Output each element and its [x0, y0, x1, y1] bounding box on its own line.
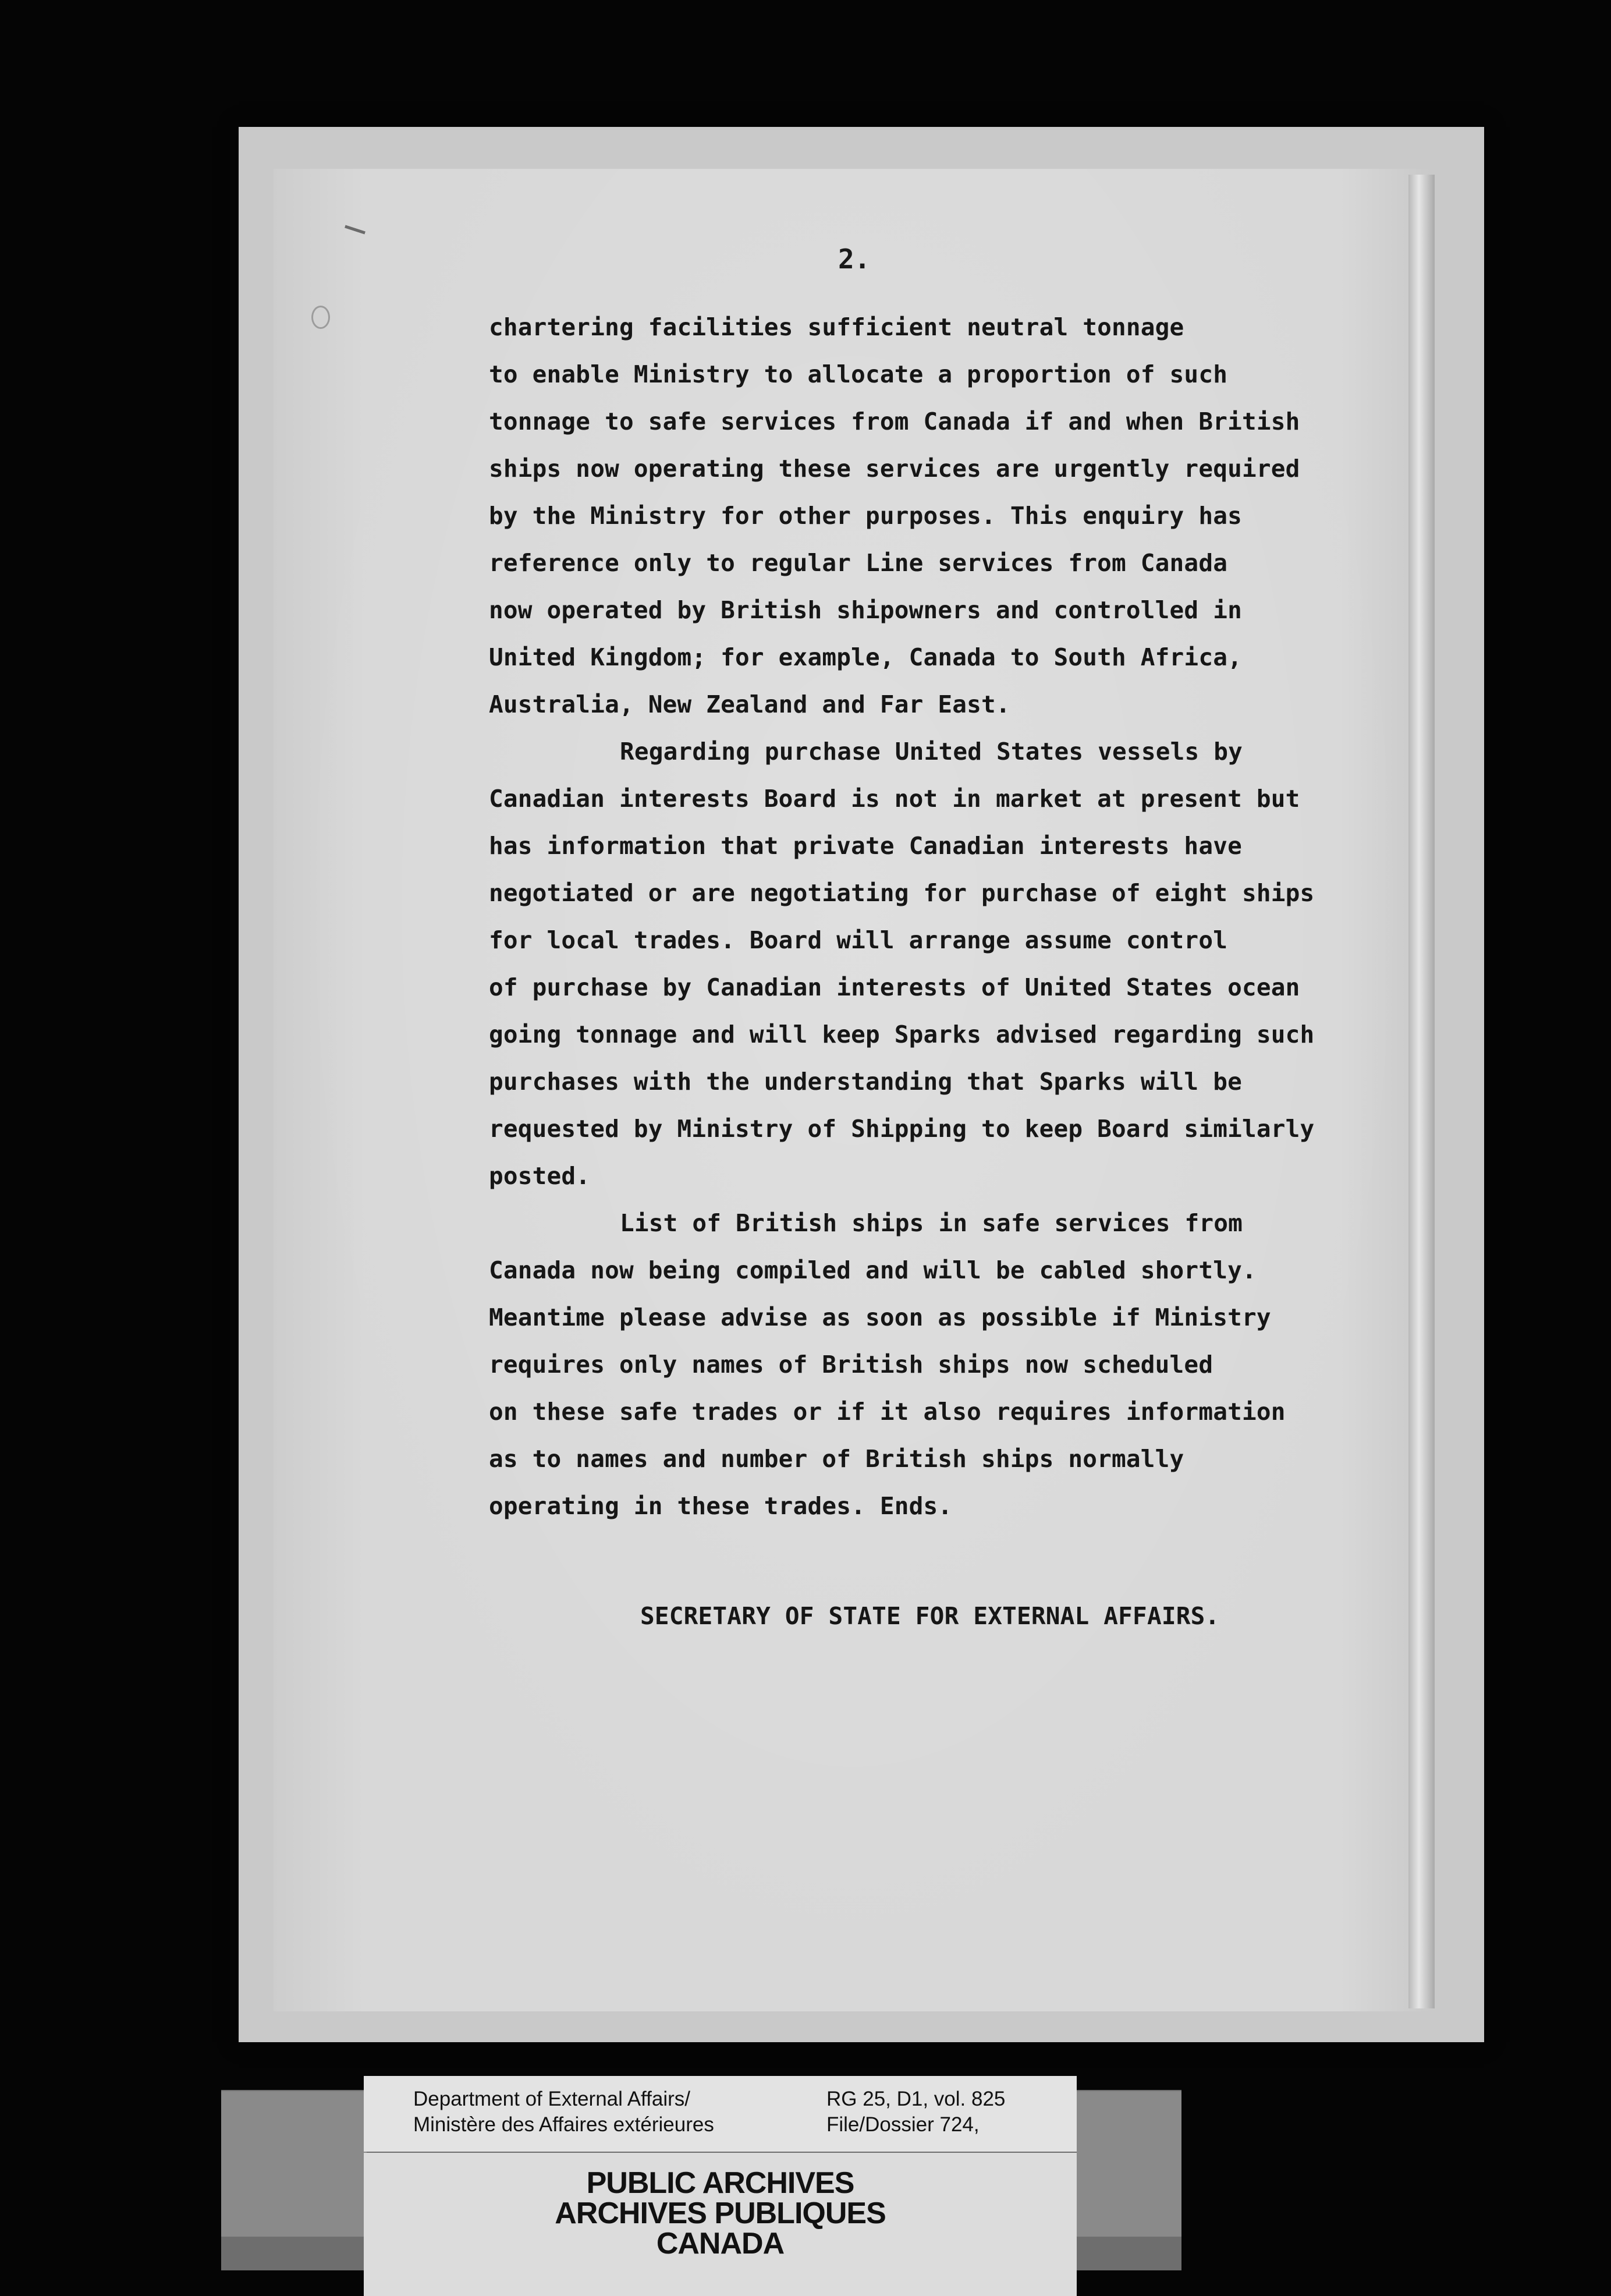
punch-hole-mark	[311, 306, 330, 329]
text-line: as to names and number of British ships normally	[489, 1445, 1184, 1473]
text-line: reference only to regular Line services from Canada	[489, 549, 1228, 577]
department-block	[413, 2086, 714, 2138]
text-line: Canadian interests Board is not in market at present but	[489, 785, 1300, 813]
text-line: for local trades. Board will arrange assume control	[489, 926, 1228, 954]
text-line: negotiated or are negotiating for purchase of eight ships	[489, 879, 1315, 907]
text-line: tonnage to safe services from Canada if and when British	[489, 408, 1300, 435]
text-line: chartering facilities sufficient neutral tonnage	[489, 313, 1184, 341]
label-tab-right	[1077, 2091, 1181, 2237]
record-group-reference: RG 25, D1, vol. 825	[826, 2088, 1006, 2110]
reference-block	[826, 2086, 1005, 2138]
text-line: Meantime please advise as soon as possible if Ministry	[489, 1303, 1271, 1331]
text-line: of purchase by Canadian interests of United States ocean	[489, 973, 1300, 1001]
document-body	[489, 304, 1362, 1530]
department-english: Department of External Affairs/	[413, 2088, 690, 2110]
page-number: 2.	[838, 243, 871, 275]
text-line: has information that private Canadian interests have	[489, 832, 1242, 860]
stamp-line-french: ARCHIVES PUBLIQUES	[555, 2196, 886, 2230]
stamp-line-english: PUBLIC ARCHIVES	[586, 2166, 854, 2200]
text-line: to enable Ministry to allocate a proportion of such	[489, 360, 1228, 388]
file-reference: File/Dossier 724,	[826, 2113, 980, 2136]
text-line: posted.	[489, 1162, 591, 1190]
page-edge	[1408, 175, 1435, 2008]
label-tab-left	[221, 2091, 367, 2237]
text-line: on these safe trades or if it also requires information	[489, 1398, 1286, 1426]
archive-reference-card	[364, 2076, 1077, 2152]
archives-stamp	[364, 2153, 1077, 2296]
text-line: now operated by British shipowners and controlled in	[489, 596, 1242, 624]
text-line: List of British ships in safe services from	[620, 1209, 1243, 1237]
text-line: purchases with the understanding that Sparks will be	[489, 1068, 1242, 1096]
text-line: Regarding purchase United States vessels by	[620, 738, 1243, 766]
text-line: requires only names of British ships now scheduled	[489, 1351, 1213, 1379]
text-line: United Kingdom; for example, Canada to South Africa,	[489, 643, 1242, 671]
text-line: Australia, New Zealand and Far East.	[489, 690, 1010, 718]
signature-line: SECRETARY OF STATE FOR EXTERNAL AFFAIRS.	[640, 1602, 1220, 1630]
department-french: Ministère des Affaires extérieures	[413, 2113, 714, 2136]
text-line: going tonnage and will keep Sparks advised regarding such	[489, 1021, 1315, 1048]
text-line: Canada now being compiled and will be cabled shortly.	[489, 1256, 1257, 1284]
text-line: by the Ministry for other purposes. This enquiry has	[489, 502, 1242, 530]
text-line: operating in these trades. Ends.	[489, 1492, 953, 1520]
text-line: requested by Ministry of Shipping to keep Board similarly	[489, 1115, 1315, 1143]
text-line: ships now operating these services are urgently required	[489, 455, 1300, 483]
stamp-line-country: CANADA	[656, 2227, 785, 2260]
